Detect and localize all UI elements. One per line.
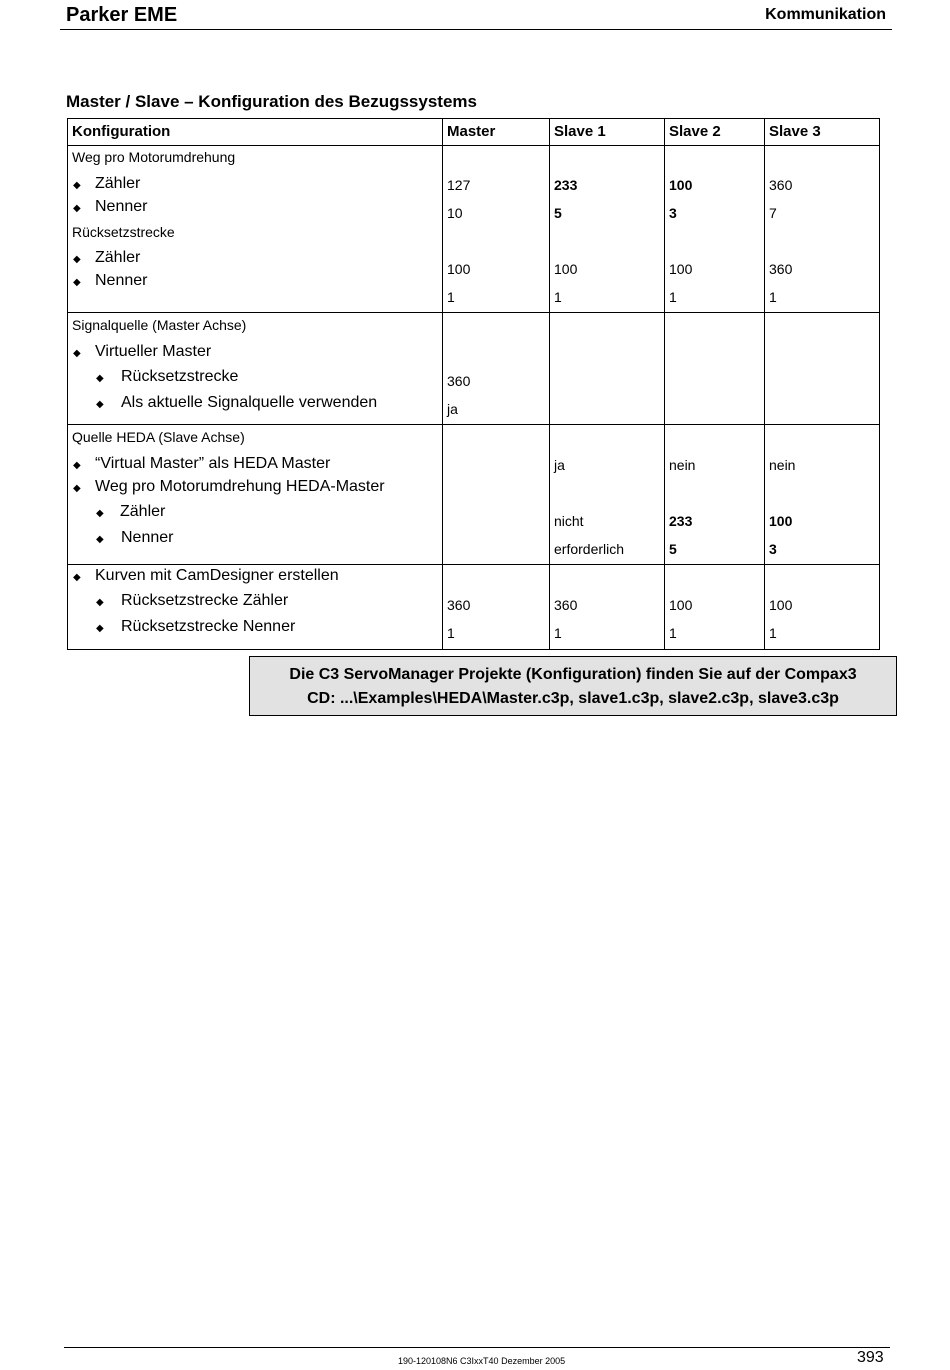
note-line: Die C3 ServoManager Projekte (Konfiguration) finden Sie auf der Compax3 (289, 666, 857, 683)
row-label: Zähler (95, 249, 141, 266)
row-label: Nenner (121, 529, 174, 546)
cell-value: nein (769, 457, 796, 473)
row-label: Zähler (120, 503, 166, 520)
cell-value: 100 (669, 261, 693, 277)
cell-value: 5 (554, 205, 562, 221)
bullet-icon: ◆ (73, 572, 81, 583)
page-title: Master / Slave – Konfiguration des Bezugssystems (66, 92, 477, 111)
bullet-icon: ◆ (73, 203, 81, 214)
cell-value: 1 (447, 289, 455, 305)
cell-value: 360 (554, 597, 578, 613)
row-label: Nenner (95, 198, 148, 215)
bullet-icon: ◆ (73, 460, 81, 471)
document-reference: 190-120108N6 C3IxxT40 Dezember 2005 (398, 1356, 566, 1366)
cell-value: 1 (769, 289, 777, 305)
cell-value: ja (554, 457, 565, 473)
column-header: Slave 1 (554, 123, 606, 140)
row-label: Weg pro Motorumdrehung HEDA-Master (95, 478, 385, 495)
column-header: Konfiguration (72, 123, 171, 140)
cell-value: 3 (669, 205, 677, 221)
column-divider (442, 119, 443, 649)
bullet-icon: ◆ (96, 534, 104, 545)
cell-value: 1 (554, 625, 562, 641)
cell-value: 1 (447, 625, 455, 641)
column-header: Slave 2 (669, 123, 721, 140)
group-label: Weg pro Motorumdrehung (72, 149, 236, 165)
row-label: Virtueller Master (95, 343, 212, 360)
cell-value: 5 (669, 541, 677, 557)
bullet-icon: ◆ (96, 508, 104, 519)
cell-value: nein (669, 457, 696, 473)
brand-title: Parker EME (66, 4, 178, 26)
row-label: Als aktuelle Signalquelle verwenden (121, 394, 378, 411)
bullet-icon: ◆ (73, 277, 81, 288)
cell-value: 360 (447, 373, 471, 389)
cell-value: 100 (554, 261, 578, 277)
row-label: Zähler (95, 175, 141, 192)
row-label: “Virtual Master” als HEDA Master (95, 455, 331, 472)
section-title-header: Kommunikation (765, 6, 886, 23)
cell-value: nicht (554, 513, 584, 529)
cell-value: 100 (447, 261, 471, 277)
cell-value: 3 (769, 541, 777, 557)
row-label: Kurven mit CamDesigner erstellen (95, 567, 339, 584)
cell-value: 1 (554, 289, 562, 305)
row-divider (68, 312, 879, 313)
cell-value: 233 (554, 177, 578, 193)
cell-value: 100 (769, 513, 793, 529)
group-label: Quelle HEDA (Slave Achse) (72, 429, 245, 445)
header-rule (60, 29, 892, 30)
cell-value: 360 (769, 177, 793, 193)
row-divider (68, 564, 879, 565)
bullet-icon: ◆ (73, 483, 81, 494)
bullet-icon: ◆ (96, 373, 104, 384)
cell-value: 100 (669, 597, 693, 613)
cell-value: erforderlich (554, 541, 625, 557)
bullet-icon: ◆ (73, 348, 81, 359)
row-label: Nenner (95, 272, 148, 289)
cell-value: ja (447, 401, 458, 417)
bullet-icon: ◆ (96, 597, 104, 608)
cell-value: 100 (769, 597, 793, 613)
cell-value: 7 (769, 205, 777, 221)
column-divider (664, 119, 665, 649)
column-divider (764, 119, 765, 649)
cell-value: 360 (769, 261, 793, 277)
cell-value: 1 (669, 289, 677, 305)
bullet-icon: ◆ (73, 254, 81, 265)
cell-value: 233 (669, 513, 693, 529)
column-header: Slave 3 (769, 123, 821, 140)
row-label: Rücksetzstrecke Zähler (121, 592, 289, 609)
row-divider (68, 424, 879, 425)
row-label: Rücksetzstrecke (121, 368, 239, 385)
cell-value: 1 (769, 625, 777, 641)
bullet-icon: ◆ (96, 399, 104, 410)
group-label: Rücksetzstrecke (72, 224, 175, 240)
cell-value: 100 (669, 177, 693, 193)
note-line: CD: ...\Examples\HEDA\Master.c3p, slave1.c3p, slave2.c3p, slave3.c3p (307, 690, 839, 707)
column-divider (549, 119, 550, 649)
footer-rule (64, 1347, 890, 1348)
note-box (249, 656, 897, 716)
column-header: Master (447, 123, 496, 140)
bullet-icon: ◆ (73, 180, 81, 191)
cell-value: 127 (447, 177, 471, 193)
bullet-icon: ◆ (96, 623, 104, 634)
cell-value: 360 (447, 597, 471, 613)
header-divider (68, 145, 879, 146)
group-label: Signalquelle (Master Achse) (72, 317, 247, 333)
cell-value: 10 (447, 205, 463, 221)
page-number: 393 (857, 1349, 884, 1366)
row-label: Rücksetzstrecke Nenner (121, 618, 296, 635)
cell-value: 1 (669, 625, 677, 641)
